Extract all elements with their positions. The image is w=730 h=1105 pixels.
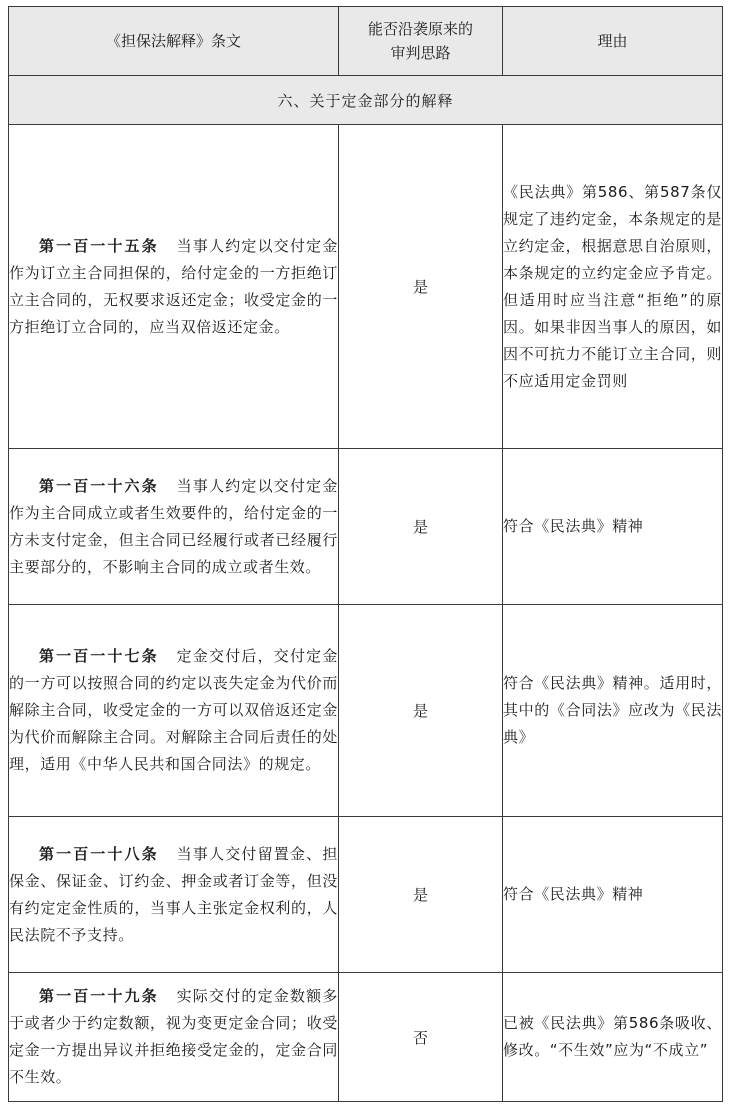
interpretation-comparison-table <box>8 6 723 1102</box>
article-number: 第一百一十九条 <box>39 987 159 1005</box>
header-article-column: 《担保法解释》条文 <box>9 7 339 76</box>
header-continuity-column <box>339 7 503 76</box>
article-number: 第一百一十七条 <box>39 647 159 665</box>
table-header-row <box>9 7 723 76</box>
article-number: 第一百一十六条 <box>39 476 159 495</box>
reason-cell: 《民法典》第586、第587条仅规定了违约定金，本条规定的是立约定金，根据意思自治原则，本条规定的立约定金应予肯定。但适用时应当注意“拒绝”的原因。如果非因当事人的原因，如因不可抗力不能订立主合同，则不应适用定金罚则 <box>503 125 723 449</box>
table-row <box>9 605 723 817</box>
table-row <box>9 125 723 449</box>
reason-cell: 符合《民法典》精神。适用时，其中的《合同法》应改为《民法典》 <box>503 605 723 817</box>
table-row <box>9 817 723 973</box>
verdict-cell: 是 <box>339 449 503 605</box>
verdict-cell: 否 <box>339 973 503 1102</box>
article-number: 第一百一十八条 <box>39 844 159 863</box>
article-cell <box>9 449 339 605</box>
reason-cell: 已被《民法典》第586条吸收、修改。“不生效”应为“不成立” <box>503 973 723 1102</box>
article-text: 当事人约定以交付定金作为主合同成立或者生效要件的，给付定金的一方未支付定金，但主合同已经履行或者已经履行主要部分的，不影响主合同的成立或者生效。 <box>9 476 338 576</box>
section-title: 六、关于定金部分的解释 <box>9 76 723 125</box>
reason-cell: 符合《民法典》精神 <box>503 449 723 605</box>
table-row <box>9 973 723 1102</box>
article-text: 当事人约定以交付定金作为订立主合同担保的，给付定金的一方拒绝订立主合同的，无权要求返还定金；收受定金的一方拒绝订立合同的，应当双倍返还定金。 <box>9 236 338 336</box>
table-row <box>9 449 723 605</box>
article-number: 第一百一十五条 <box>39 236 159 255</box>
verdict-cell: 是 <box>339 605 503 817</box>
article-text: 当事人交付留置金、担保金、保证金、订约金、押金或者订金等，但没有约定定金性质的，当事人主张定金权利的，人民法院不予支持。 <box>9 844 338 944</box>
article-text: 实际交付的定金数额多于或者少于约定数额，视为变更定金合同；收受定金一方提出异议并拒绝接受定金的，定金合同不生效。 <box>9 987 338 1086</box>
header-continuity-line1: 能否沿袭原来的 <box>367 20 473 38</box>
section-row <box>9 76 723 125</box>
article-cell <box>9 973 339 1102</box>
article-cell <box>9 605 339 817</box>
article-cell <box>9 125 339 449</box>
header-continuity-line2: 审判思路 <box>390 44 451 62</box>
article-text: 定金交付后，交付定金的一方可以按照合同的约定以丧失定金为代价而解除主合同，收受定金的一方可以双倍返还定金为代价而解除主合同。对解除主合同后责任的处理，适用《中华人民共和国合同法》的规定。 <box>9 647 338 773</box>
verdict-cell: 是 <box>339 817 503 973</box>
reason-cell: 符合《民法典》精神 <box>503 817 723 973</box>
header-reason-column: 理由 <box>503 7 723 76</box>
article-cell <box>9 817 339 973</box>
verdict-cell: 是 <box>339 125 503 449</box>
